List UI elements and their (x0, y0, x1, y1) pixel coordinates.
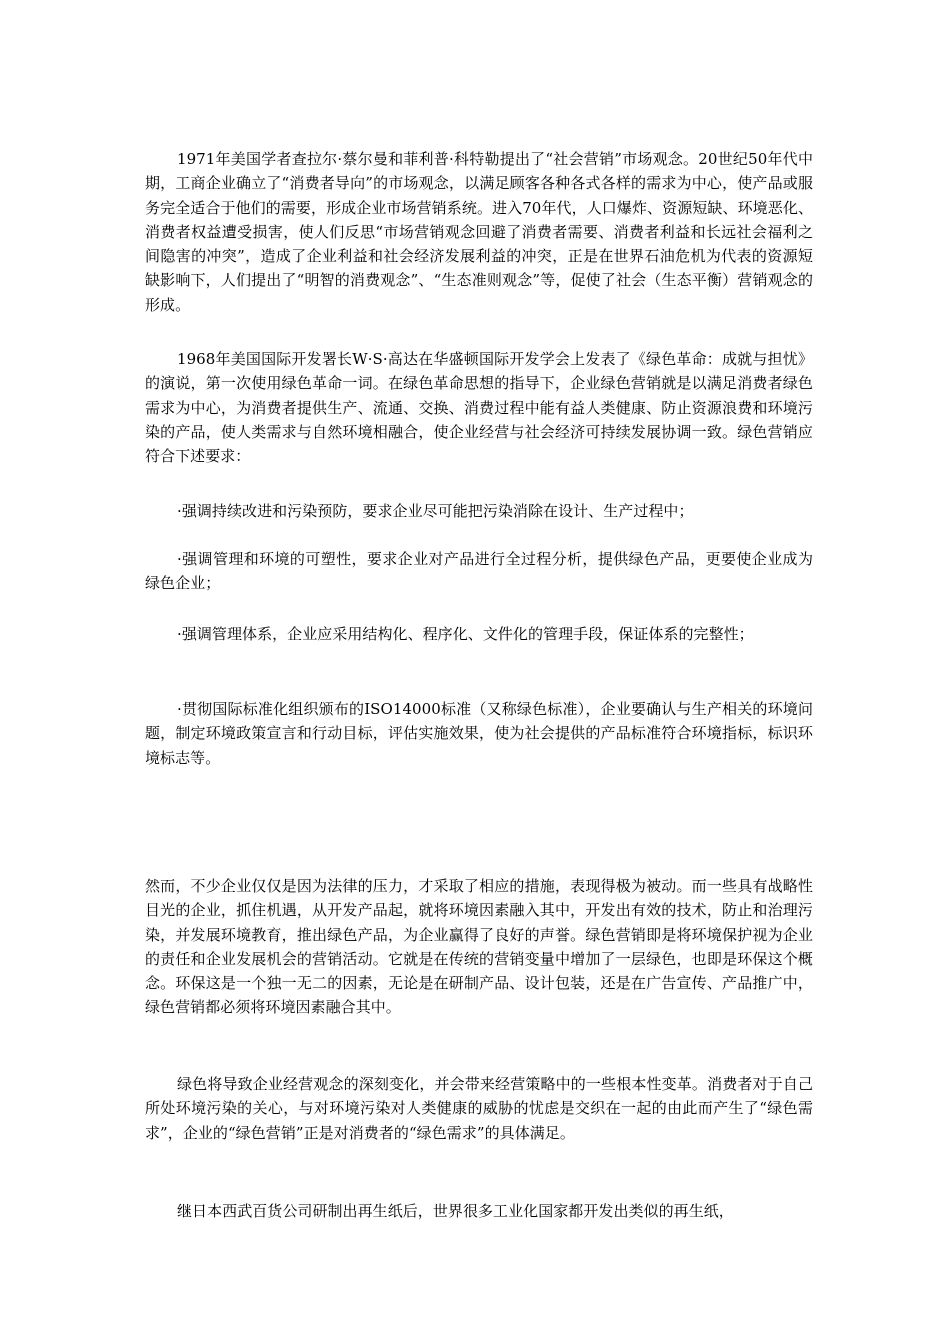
paragraph-recycled-paper: 继日本西武百货公司研制出再生纸后，世界很多工业化国家都开发出类似的再生纸， (177, 1202, 734, 1220)
bullet-iso14000: ·贯彻国际标准化组织颁布的ISO14000标准（又称绿色标准），企业要确认与生产相关的环境问题，制定环境政策宣言和行动目标，评估实施效果，使为社会提供的产品标准符合环境指标，标识环境标志等。 (145, 700, 813, 767)
bullet-management-plasticity: ·强调管理和环境的可塑性，要求企业对产品进行全过程分析，提供绿色产品，更要使企业成为绿色企业； (145, 550, 813, 593)
bullet-management-system: ·强调管理体系，企业应采用结构化、程序化、文件化的管理手段，保证体系的完整性； (177, 625, 754, 643)
paragraph-green-demand: 绿色将导致企业经营观念的深刻变化，并会带来经营策略中的一些根本性变革。消费者对于自己所处环境污染的关心，与对环境污染对人类健康的威胁的忧虑是交织在一起的由此而产生了“绿色需求”，企业的“绿色营销”正是对消费者的“绿色需求”的具体满足。 (145, 1075, 813, 1142)
bullet-pollution-prevention: ·强调持续改进和污染预防，要求企业尽可能把污染消除在设计、生产过程中； (177, 502, 694, 520)
paragraph-social-marketing: 1971年美国学者查拉尔·蔡尔曼和菲利普·科特勒提出了“社会营销”市场观念。20世纪50年代中期，工商企业确立了“消费者导向”的市场观念，以满足顾客各种各式各样的需求为中心，使产品或服务完全适合于他们的需要，形成企业市场营销系统。进入70年代，人口爆炸、资源短缺、环境恶化、消费者权益遭受损害，使人们反思“市场营销观念回避了消费者需要、消费者利益和长远社会福利之间隐害的冲突”，造成了企业利益和社会经济发展利益的冲突，正是在世界石油危机为代表的资源短缺影响下，人们提出了“明智的消费观念”、“生态准则观念”等，促使了社会（生态平衡）营销观念的形成。 (145, 150, 813, 314)
paragraph-green-revolution: 1968年美国国际开发署长W·S·高达在华盛顿国际开发学会上发表了《绿色革命：成就与担忧》的演说，第一次使用绿色革命一词。在绿色革命思想的指导下，企业绿色营销就是以满足消费者绿色需求为中心，为消费者提供生产、流通、交换、消费过程中能有益人类健康、防止资源浪费和环境污染的产品，使人类需求与自然环境相融合，使企业经营与社会经济可持续发展协调一致。绿色营销应符合下述要求： (145, 350, 813, 466)
paragraph-enterprise-response: 然而，不少企业仅仅是因为法律的压力，才采取了相应的措施，表现得极为被动。而一些具有战略性目光的企业，抓住机遇，从开发产品起，就将环境因素融入其中，开发出有效的技术，防止和治理污染，并发展环境教育，推出绿色产品，为企业赢得了良好的声誉。绿色营销即是将环境保护视为企业的责任和企业发展机会的营销活动。它就是在传统的营销变量中增加了一层绿色，也即是环保这个概念。环保这是一个独一无二的因素，无论是在研制产品、设计包装，还是在广告宣传、产品推广中，绿色营销都必须将环境因素融合其中。 (145, 877, 813, 1017)
